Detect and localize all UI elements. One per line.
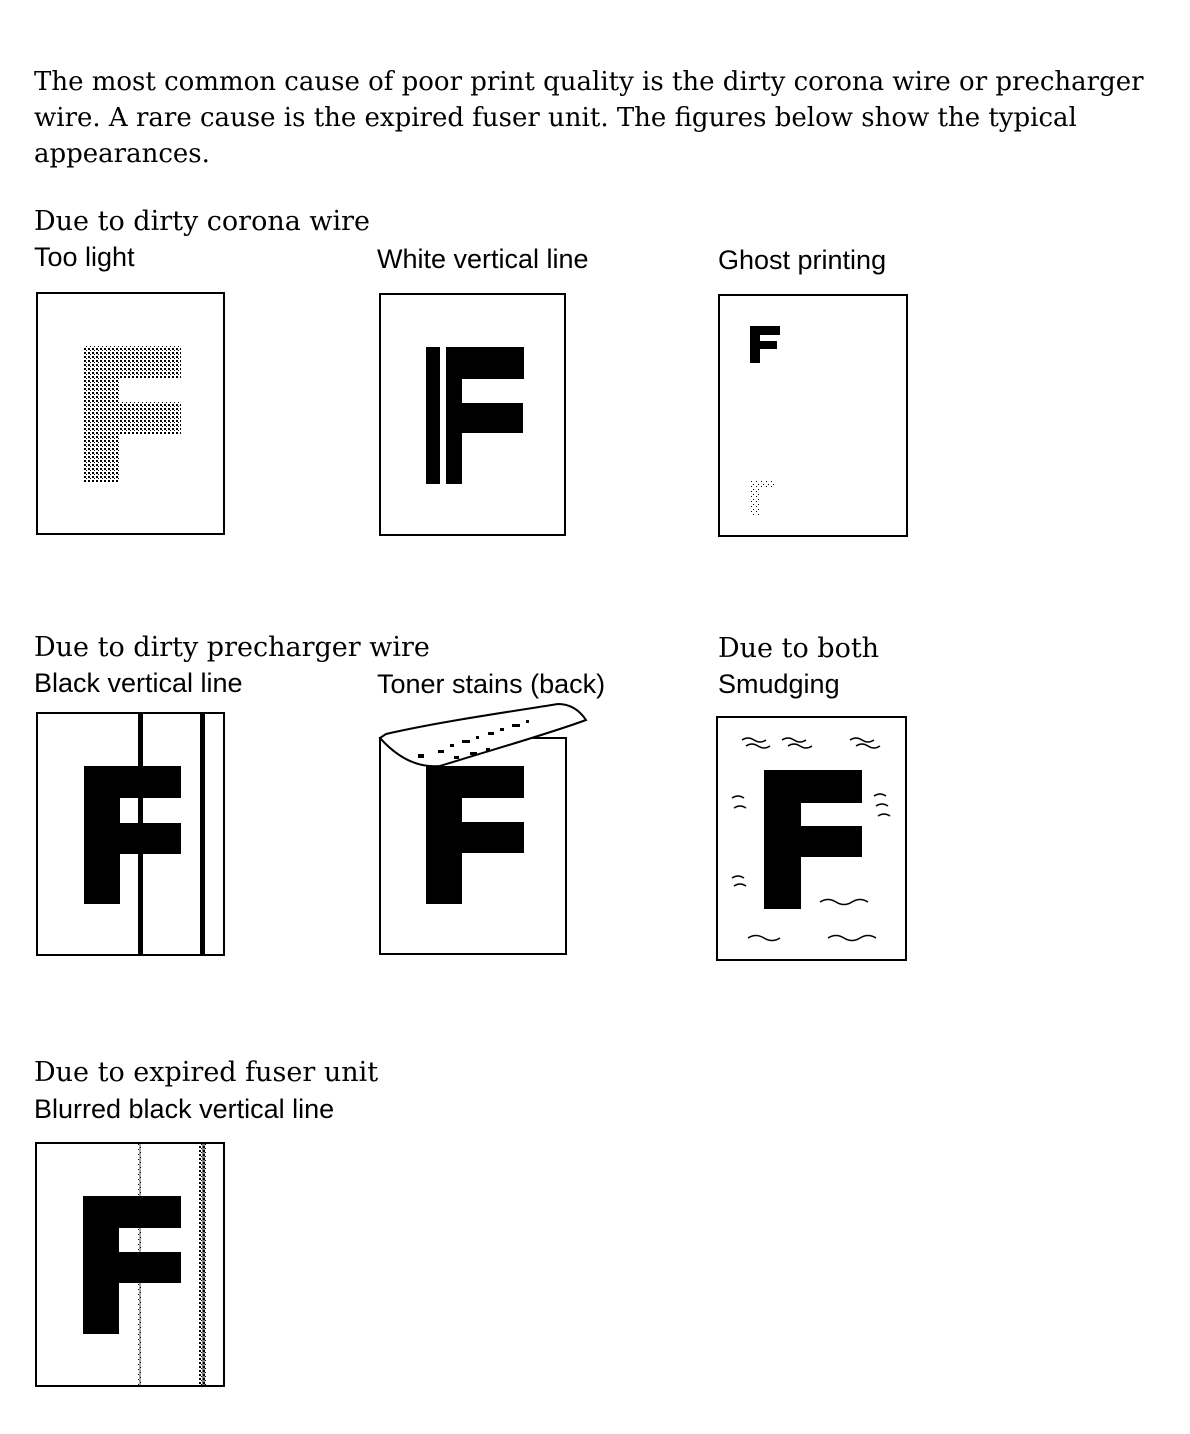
blurred-streak-line	[198, 1143, 206, 1385]
label-blurred-black-vertical-line: Blurred black vertical line	[34, 1094, 335, 1124]
label-ghost-printing: Ghost printing	[718, 245, 887, 275]
heading-expired-fuser-unit: Due to expired fuser unit	[34, 1057, 379, 1088]
figure-too-light	[36, 292, 226, 536]
intro-paragraph	[34, 64, 1144, 172]
intro-line-3: appearances.	[34, 139, 210, 169]
blurred-streak-line	[137, 1143, 142, 1385]
label-toner-stains-back: Toner stains (back)	[377, 669, 606, 699]
label-smudging: Smudging	[718, 669, 840, 699]
heading-due-to-both: Due to both	[718, 633, 880, 664]
figure-ghost-printing	[718, 294, 909, 538]
figure-smudging	[716, 716, 908, 962]
heading-dirty-precharger-wire: Due to dirty precharger wire	[34, 632, 430, 663]
intro-line-2: wire. A rare cause is the expired fuser unit. The figures below show the typical	[34, 103, 1077, 133]
heading-dirty-corona-wire: Due to dirty corona wire	[34, 206, 371, 237]
black-streak-line	[200, 713, 205, 955]
label-black-vertical-line: Black vertical line	[34, 668, 243, 698]
black-streak-line	[138, 713, 143, 955]
intro-line-1: The most common cause of poor print quality is the dirty corona wire or precharger	[34, 67, 1144, 97]
figure-black-vertical-line	[36, 712, 226, 957]
label-white-vertical-line: White vertical line	[377, 244, 589, 274]
figure-white-vertical-line	[379, 293, 567, 537]
figure-toner-stains	[378, 698, 592, 958]
label-too-light: Too light	[34, 242, 135, 272]
figure-blurred-black-vertical-line	[35, 1142, 226, 1388]
